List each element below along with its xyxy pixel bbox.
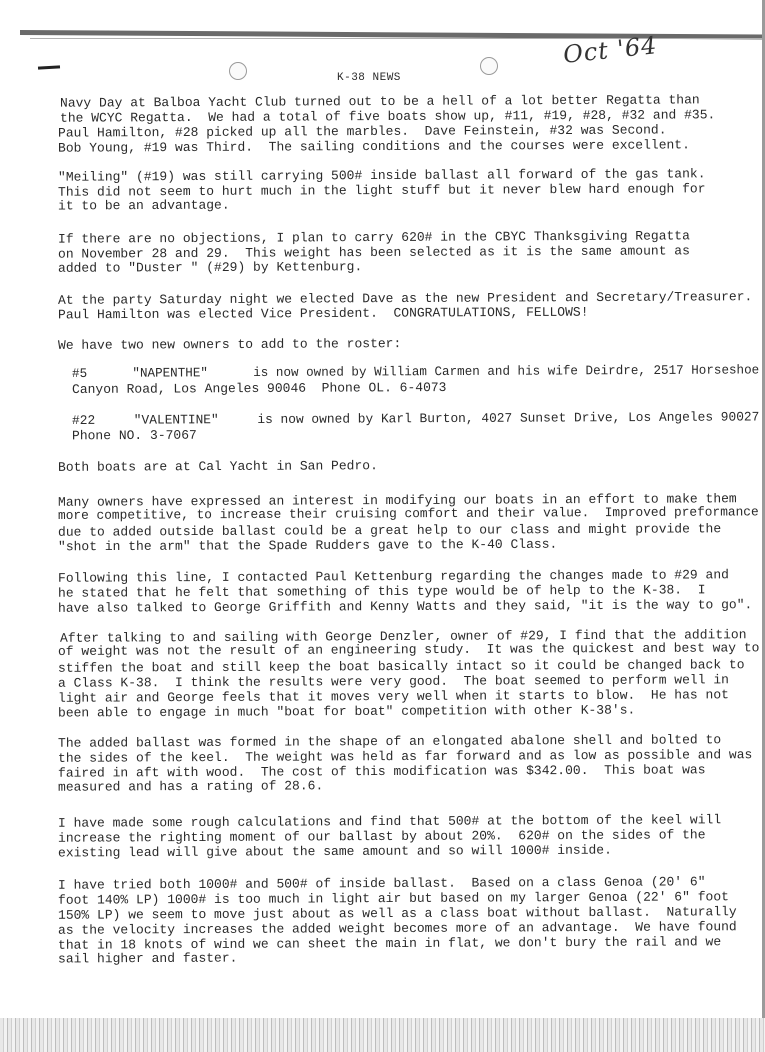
text-line: have also talked to George Griffith and Kenny Watts and they said, "it is the way to go".: [57, 597, 753, 616]
text-line: been able to engage in much "boat for boat" competition with other K-38's.: [57, 702, 636, 721]
text-line: "shot in the arm" that the Spade Rudders gave to the K-40 Class.: [57, 536, 558, 555]
text-line: Both boats are at Cal Yacht in San Pedro.: [57, 458, 378, 475]
text-line: the sides of the keel. The weight was held as far forward and as low as possible and was: [57, 747, 753, 766]
text-line: that in 18 knots of wind we can sheet the main in flat, we don't bury the rail and we: [57, 934, 722, 953]
text-line: The added ballast was formed in the shape of an elongated abalone shell and bolted to: [57, 732, 722, 751]
text-line: sail higher and faster.: [57, 950, 238, 967]
text-line: a Class K-38. I think the results were very good. The boat seemed to perform well in: [57, 672, 729, 691]
handwritten-date: Oct '64: [561, 31, 659, 69]
text-line: 150% LP) we seem to move just about as well as a class boat without ballast. Naturally: [57, 904, 737, 923]
text-line: foot 140% LP) 1000# is too much in light air but based on my larger Genoa (22' 6" foot: [57, 889, 729, 908]
text-line: the WCYC Regatta. We had a total of five boats show up, #11, #19, #28, #32 and #35.: [59, 107, 716, 126]
text-line: Bob Young, #19 was Third. The sailing conditions and the courses were excellent.: [57, 137, 690, 156]
text-line: Following this line, I contacted Paul Kettenburg regarding the changes made to #29 and: [57, 567, 729, 586]
text-line: added to "Duster " (#29) by Kettenburg.: [57, 259, 363, 276]
text-line: I have tried both 1000# and 500# of inside ballast. Based on a class Genoa (20' 6": [57, 874, 706, 893]
text-line: Paul Hamilton, #28 picked up all the marbles. Dave Feinstein, #32 was Second.: [57, 122, 667, 141]
text-line: Navy Day at Balboa Yacht Club turned out to be a hell of a lot better Regatta than: [59, 92, 700, 111]
text-line: We have two new owners to add to the roster:: [57, 336, 402, 353]
roster-address: Phone NO. 3-7067: [71, 427, 197, 444]
text-line: it to be an advantage.: [57, 197, 230, 214]
text-line: increase the righting moment of our ballast by about 20%. 620# on the sides of the: [57, 827, 706, 846]
text-line: Paul Hamilton was elected Vice President. CONGRATULATIONS, FELLOWS!: [57, 304, 589, 323]
text-line: At the party Saturday night we elected Dave as the new President and Secretary/Treasurer.: [57, 289, 753, 308]
text-line: more competitive, to increase their cruising comfort and their value. Improved preformance: [57, 504, 759, 523]
roster-entry: #5 "NAPENTHE" is now owned by William Carmen and his wife Deirdre, 2517 Horseshoe: [71, 362, 760, 381]
roster-address: Canyon Road, Los Angeles 90046 Phone OL. 6-4073: [71, 380, 447, 397]
text-line: "Meiling" (#19) was still carrying 500# inside ballast all forward of the gas tank.: [57, 166, 706, 185]
text-line: on November 28 and 29. This weight has been selected as it is the same amount as: [57, 243, 690, 262]
roster-entry: #22 "VALENTINE" is now owned by Karl Burton, 4027 Sunset Drive, Los Angeles 90027: [71, 409, 760, 428]
text-line: due to added outside ballast could be a great help to our class and might provide the: [57, 521, 722, 540]
newsletter-title: K-38 NEWS: [337, 72, 401, 84]
text-line: This did not seem to hurt much in the light stuff but it never blew hard enough for: [57, 181, 706, 200]
text-line: existing lead will give about the same amount and so will 1000# inside.: [57, 842, 612, 861]
text-line: I have made some rough calculations and find that 500# at the bottom of the keel will: [57, 812, 722, 831]
text-line: as the velocity increases the added weight becomes more of an advantage. We have found: [57, 919, 737, 938]
text-line: measured and has a rating of 28.6.: [57, 778, 324, 795]
text-line: If there are no objections, I plan to carry 620# in the CBYC Thanksgiving Regatta: [57, 228, 690, 247]
text-line: he stated that he felt that something of this type would be of help to the K-38. I: [57, 582, 706, 601]
text-line: After talking to and sailing with George Denzler, owner of #29, I find that the addition: [59, 627, 747, 646]
text-line: Many owners have expressed an interest in modifying our boats in an effort to make them: [57, 491, 737, 510]
text-line: faired in aft with wood. The cost of this modification was $342.00. This boat was: [57, 762, 706, 781]
text-line: stiffen the boat and still keep the boat basically intact so it could be changed back to: [57, 657, 745, 676]
text-line: light air and George feels that it moves very well when it starts to blow. He has not: [57, 687, 729, 706]
text-line: of weight was not the result of an engineering study. It was the quickest and best way to: [57, 640, 760, 659]
